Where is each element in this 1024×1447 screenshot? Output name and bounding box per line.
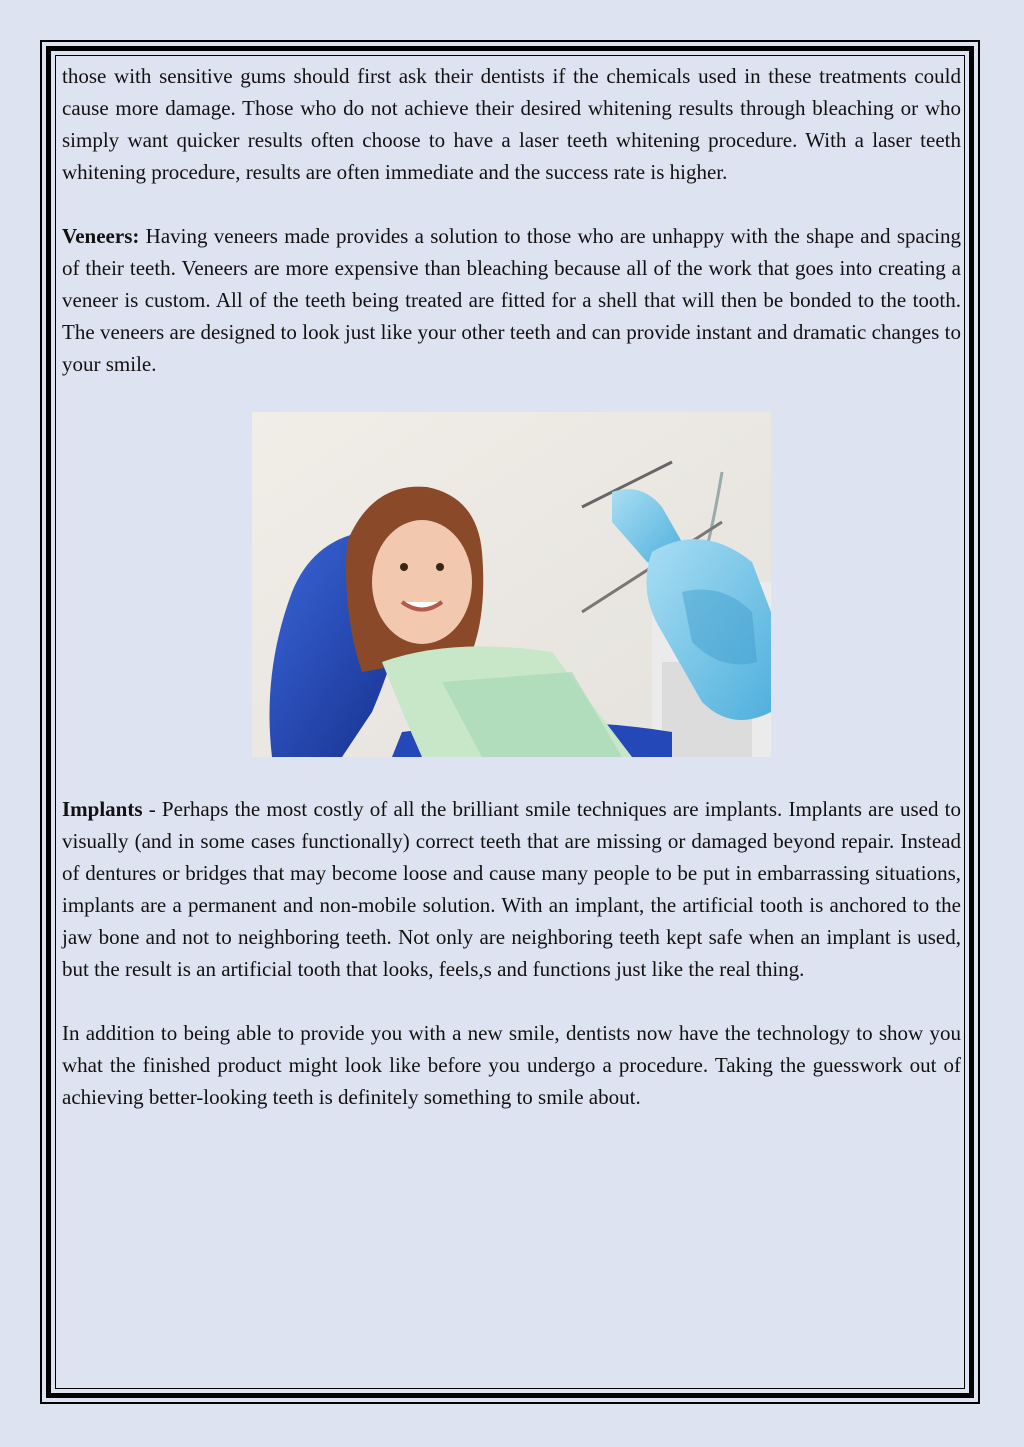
implants-paragraph bbox=[62, 793, 961, 985]
veneers-paragraph bbox=[62, 220, 961, 380]
dental-patient-photo bbox=[252, 412, 771, 757]
implants-text: - Perhaps the most costly of all the brilliant smile techniques are implants. Implants are used to visually (and in some cases functionally) correct teeth that are missing or damaged beyond repair. Instead of dentures or bridges that may become loose and cause many people to be put in embarrassing situations, implants are a permanent and non-mobile solution. With an implant, the artificial tooth is anchored to the jaw bone and not to neighboring teeth. Not only are neighboring teeth kept safe when an implant is used, but the result is an artificial tooth that looks, feels,s and functions just like the real thing. bbox=[62, 797, 961, 981]
intro-paragraph: those with sensitive gums should first ask their dentists if the chemicals used in these treatments could cause more damage. Those who do not achieve their desired whitening results through bleaching or who simply want quicker results often choose to have a laser teeth whitening procedure. With a laser teeth whitening procedure, results are often immediate and the success rate is higher. bbox=[62, 64, 961, 184]
document-body bbox=[62, 60, 961, 1145]
veneers-heading: Veneers: bbox=[62, 224, 140, 248]
closing-paragraph: In addition to being able to provide you with a new smile, dentists now have the technology to show you what the finished product might look like before you undergo a procedure. Taking the guesswork out of achieving better-looking teeth is definitely something to smile about. bbox=[62, 1021, 961, 1109]
veneers-text: Having veneers made provides a solution to those who are unhappy with the shape and spacing of their teeth. Veneers are more expensive than bleaching because all of the work that goes into creating a veneer is custom. All of the teeth being treated are fitted for a shell that will then be bonded to the tooth. The veneers are designed to look just like your other teeth and can provide instant and dramatic changes to your smile. bbox=[62, 224, 961, 376]
implants-heading: Implants bbox=[62, 797, 143, 821]
